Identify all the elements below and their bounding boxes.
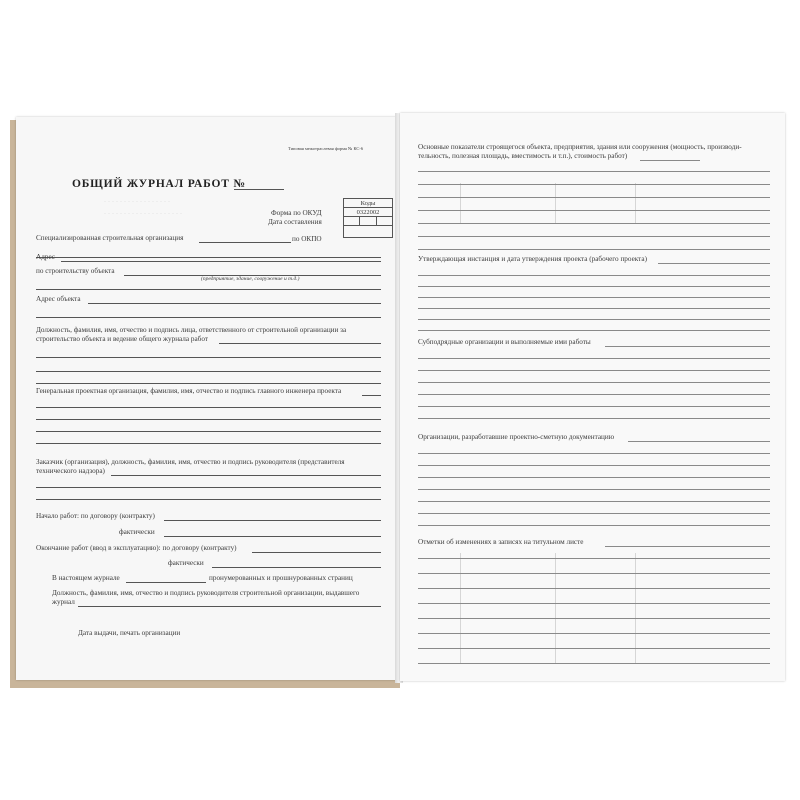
ruled-line[interactable]: [418, 184, 770, 185]
ruled-line[interactable]: [418, 249, 770, 250]
ruled-line[interactable]: [418, 370, 770, 371]
journal-number-field[interactable]: [234, 189, 284, 190]
start-contract-field[interactable]: [164, 520, 381, 521]
changes-field[interactable]: [605, 546, 770, 547]
bleed-through-rule: [460, 553, 461, 663]
approval-label: Утверждающая инстанция и дата утверждения проекта (рабочего проекта): [418, 255, 647, 263]
indicators-label-line2: тельность, полезная площадь, вместимость и т.п.), стоимость работ): [418, 152, 628, 160]
bleed-through-rule: [635, 553, 636, 663]
org-field[interactable]: [199, 242, 291, 243]
subcontractors-label: Субподрядные организации и выполняемые ими работы: [418, 338, 591, 346]
ruled-line[interactable]: [418, 275, 770, 276]
ruled-line[interactable]: [418, 648, 770, 649]
general-design-field-line5[interactable]: [36, 443, 381, 444]
construction-label: по строительству объекта: [36, 267, 115, 275]
ruled-line[interactable]: [418, 171, 770, 172]
general-design-field-line3[interactable]: [36, 419, 381, 420]
ruled-line[interactable]: [418, 453, 770, 454]
ruled-line[interactable]: [418, 358, 770, 359]
ruled-line[interactable]: [418, 297, 770, 298]
responsible-field[interactable]: [219, 343, 381, 344]
issuer-label-line1: Должность, фамилия, имя, отчество и подпись руководителя строительной организации, выдавшего: [52, 589, 360, 597]
date-label: Дата составления: [268, 218, 322, 226]
ruled-line[interactable]: [418, 618, 770, 619]
ruled-line[interactable]: [418, 382, 770, 383]
construction-field-line2[interactable]: [36, 289, 381, 290]
okpo-code-cell[interactable]: [344, 226, 393, 238]
ruled-line[interactable]: [418, 319, 770, 320]
ruled-line[interactable]: [418, 501, 770, 502]
ruled-line[interactable]: [418, 210, 770, 211]
form-type-label: Типовая межотраслевая форма № КС-6: [288, 146, 364, 151]
indicators-field[interactable]: [640, 160, 700, 161]
start-actual-field[interactable]: [164, 536, 381, 537]
org-field-line2[interactable]: [36, 257, 381, 258]
bleed-through-rule: [460, 183, 461, 223]
estimators-field[interactable]: [628, 441, 770, 442]
general-design-field[interactable]: [362, 395, 381, 396]
subcontractors-field[interactable]: [605, 346, 770, 347]
ruled-line[interactable]: [418, 394, 770, 395]
ruled-line[interactable]: [418, 406, 770, 407]
end-contract-field[interactable]: [252, 552, 381, 553]
responsible-field-line4[interactable]: [36, 383, 381, 384]
ruled-line[interactable]: [418, 663, 770, 664]
bleed-through-rule: [555, 183, 556, 223]
general-design-label: Генеральная проектная организация, фамилия, имя, отчество и подпись главного инженера проекта: [36, 387, 342, 395]
indicators-label-line1: Основные показатели строящегося объекта, предприятия, здания или сооружения (мощность, производи-: [418, 143, 742, 151]
start-actual-label: фактически: [119, 528, 155, 536]
end-label: Окончание работ (ввод в эксплуатацию): по договору (контракту): [36, 544, 237, 552]
object-address-field[interactable]: [88, 303, 381, 304]
responsible-field-line3[interactable]: [36, 371, 381, 372]
customer-field[interactable]: [111, 475, 381, 476]
okpo-label: по ОКПО: [292, 235, 322, 243]
start-label: Начало работ: по договору (контракту): [36, 512, 155, 520]
ruled-line[interactable]: [418, 603, 770, 604]
title-page: [16, 117, 398, 680]
ruled-line[interactable]: [418, 308, 770, 309]
ruled-line[interactable]: [418, 633, 770, 634]
general-design-field-line2[interactable]: [36, 407, 381, 408]
journal-pages-field[interactable]: [126, 582, 206, 583]
end-actual-label: фактически: [168, 559, 204, 567]
okud-label: Форма по ОКУД: [271, 209, 322, 217]
ruled-line[interactable]: [418, 197, 770, 198]
construction-hint: (предприятие, здание, сооружение и т.д.): [201, 276, 300, 282]
ruled-line[interactable]: [418, 588, 770, 589]
ruled-line[interactable]: [418, 525, 770, 526]
ruled-line[interactable]: [418, 465, 770, 466]
bleed-through-text: . . . . . . . . . . . . . . . . . . . .: [104, 207, 182, 216]
ruled-line[interactable]: [418, 513, 770, 514]
codes-table: [343, 198, 393, 238]
journal-pages-prefix: В настоящем журнале: [52, 574, 120, 582]
end-actual-field[interactable]: [212, 567, 381, 568]
issuer-label-line2: журнал: [52, 598, 75, 606]
journal-title: ОБЩИЙ ЖУРНАЛ РАБОТ №: [72, 178, 246, 190]
codes-header: Коды: [344, 199, 393, 208]
details-page: [400, 113, 785, 681]
ruled-line[interactable]: [418, 236, 770, 237]
general-design-field-line4[interactable]: [36, 431, 381, 432]
customer-field-line3[interactable]: [36, 499, 381, 500]
address-label: Адрес: [36, 253, 56, 261]
object-address-field-line2[interactable]: [36, 317, 381, 318]
estimators-label: Организации, разработавшие проектно-сметную документацию: [418, 433, 615, 441]
bleed-through-rule: [635, 183, 636, 223]
ruled-line[interactable]: [418, 223, 770, 224]
org-label: Специализированная строительная организация: [36, 234, 184, 242]
responsible-field-line2[interactable]: [36, 357, 381, 358]
ruled-line[interactable]: [418, 286, 770, 287]
ruled-line[interactable]: [418, 489, 770, 490]
changes-label: Отметки об изменениях в записях на титульном листе: [418, 538, 584, 546]
approval-field[interactable]: [658, 263, 770, 264]
bleed-through-rule: [555, 553, 556, 663]
customer-label-line1: Заказчик (организация), должность, фамилия, имя, отчество и подпись руководителя (представителя: [36, 458, 345, 466]
ruled-line[interactable]: [418, 330, 770, 331]
okud-code: 0322002: [344, 208, 393, 217]
date-code-cell[interactable]: [344, 217, 393, 226]
ruled-line[interactable]: [418, 418, 770, 419]
address-field[interactable]: [61, 261, 381, 262]
issuer-field[interactable]: [78, 606, 381, 607]
ruled-line[interactable]: [418, 573, 770, 574]
responsible-label-line1: Должность, фамилия, имя, отчество и подпись лица, ответственного от строительной организации за: [36, 326, 347, 334]
issue-date-label: Дата выдачи, печать организации: [78, 629, 181, 637]
ruled-line[interactable]: [418, 558, 770, 559]
customer-field-line2[interactable]: [36, 487, 381, 488]
object-address-label: Адрес объекта: [36, 295, 81, 303]
customer-label-line2: технического надзора): [36, 467, 105, 475]
bleed-through-text: . . . . . . . . . . . . . . . . .: [104, 195, 170, 204]
ruled-line[interactable]: [418, 477, 770, 478]
journal-pages-suffix: пронумерованных и прошнурованных страниц: [209, 574, 353, 582]
responsible-label-line2: строительство объекта и ведение общего журнала работ: [36, 335, 208, 343]
